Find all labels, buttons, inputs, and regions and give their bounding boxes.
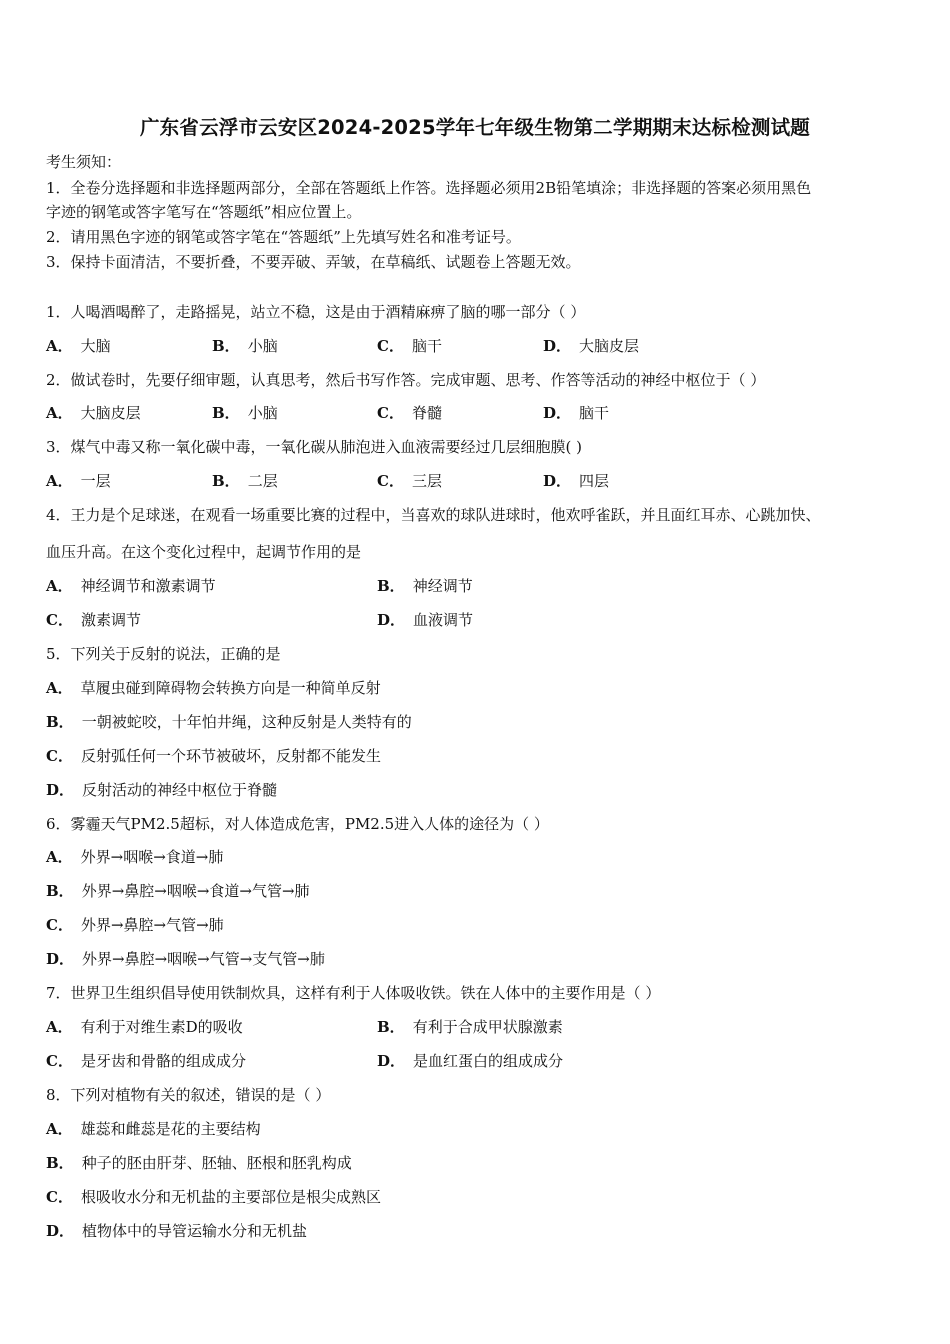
option-text: 脊髓 bbox=[411, 404, 442, 422]
option-text: 大脑 bbox=[80, 337, 111, 355]
option-label: B． bbox=[212, 337, 240, 355]
option-label: B． bbox=[46, 1154, 74, 1172]
option-text: 神经调节和激素调节 bbox=[80, 577, 216, 595]
question-8-option-b bbox=[46, 1153, 352, 1173]
option-label: C． bbox=[377, 472, 404, 490]
option-label: B． bbox=[212, 472, 240, 490]
notice-line: 2．请用黑色字迹的钢笔或答字笔在“答题纸”上先填写姓名和准考证号。 bbox=[46, 228, 521, 246]
question-4-stem-continued: 血压升高。在这个变化过程中，起调节作用的是 bbox=[46, 543, 362, 561]
question-2-option-b bbox=[212, 403, 278, 423]
option-label: A． bbox=[46, 848, 73, 866]
option-text: 反射活动的神经中枢位于脊髓 bbox=[82, 781, 278, 799]
option-text: 是血红蛋白的组成成分 bbox=[413, 1052, 564, 1070]
option-label: A． bbox=[46, 337, 73, 355]
option-label: B． bbox=[212, 404, 240, 422]
option-label: C． bbox=[46, 916, 73, 934]
question-8-option-d bbox=[46, 1221, 307, 1241]
question-5-option-a bbox=[46, 678, 381, 698]
question-5-option-b bbox=[46, 712, 412, 732]
option-text: 激素调节 bbox=[80, 611, 141, 629]
option-label: D． bbox=[46, 781, 75, 799]
option-label: A． bbox=[46, 679, 73, 697]
option-text: 四层 bbox=[579, 472, 610, 490]
question-7-option-a bbox=[46, 1017, 243, 1037]
question-5-option-c bbox=[46, 746, 381, 766]
option-label: D． bbox=[46, 950, 75, 968]
notice-line: 字迹的钢笔或答字笔写在“答题纸”相应位置上。 bbox=[46, 203, 362, 221]
question-6-stem: 6．雾霾天气PM2.5超标，对人体造成危害，PM2.5进入人体的途径为（ ） bbox=[46, 815, 549, 833]
option-text: 大脑皮层 bbox=[579, 337, 640, 355]
option-text: 小脑 bbox=[247, 337, 278, 355]
option-text: 脑干 bbox=[579, 404, 610, 422]
question-6-option-d bbox=[46, 949, 325, 969]
option-text: 外界→鼻腔→咽喉→食道→气管→肺 bbox=[81, 882, 310, 900]
option-label: D． bbox=[543, 472, 572, 490]
option-label: D． bbox=[543, 404, 572, 422]
question-7-option-c bbox=[46, 1051, 246, 1071]
notice-line: 1．全卷分选择题和非选择题两部分，全部在答题纸上作答。选择题必须用2B铅笔填涂；非选择题的答案必须用黑色 bbox=[46, 179, 812, 197]
option-text: 三层 bbox=[411, 472, 442, 490]
question-3-option-b bbox=[212, 471, 278, 491]
option-label: B． bbox=[377, 1018, 405, 1036]
option-label: C． bbox=[377, 337, 404, 355]
option-label: C． bbox=[46, 611, 73, 629]
question-1-option-d bbox=[543, 336, 639, 356]
option-text: 神经调节 bbox=[412, 577, 473, 595]
option-text: 小脑 bbox=[247, 404, 278, 422]
option-text: 雄蕊和雌蕊是花的主要结构 bbox=[80, 1120, 261, 1138]
option-text: 外界→鼻腔→咽喉→气管→支气管→肺 bbox=[82, 950, 325, 968]
notice-line: 3．保持卡面清洁，不要折叠，不要弄破、弄皱，在草稿纸、试题卷上答题无效。 bbox=[46, 253, 581, 271]
question-3-option-d bbox=[543, 471, 609, 491]
question-2-option-c bbox=[377, 403, 442, 423]
option-label: D． bbox=[377, 611, 406, 629]
question-2-stem: 2．做试卷时，先要仔细审题，认真思考，然后书写作答。完成审题、思考、作答等活动的神经中枢位于（ ） bbox=[46, 371, 766, 389]
question-4-option-c bbox=[46, 610, 141, 630]
question-8-option-a bbox=[46, 1119, 261, 1139]
option-text: 大脑皮层 bbox=[80, 404, 141, 422]
question-1-stem: 1．人喝酒喝醉了，走路摇晃，站立不稳，这是由于酒精麻痹了脑的哪一部分（ ） bbox=[46, 303, 586, 321]
option-label: C． bbox=[46, 1052, 73, 1070]
option-label: C． bbox=[46, 1188, 73, 1206]
option-text: 有利于合成甲状腺激素 bbox=[412, 1018, 563, 1036]
option-text: 二层 bbox=[247, 472, 278, 490]
question-7-option-d bbox=[377, 1051, 563, 1071]
option-label: B． bbox=[46, 882, 74, 900]
question-4-option-d bbox=[377, 610, 473, 630]
option-text: 反射弧任何一个环节被破坏，反射都不能发生 bbox=[80, 747, 381, 765]
option-label: A． bbox=[46, 472, 73, 490]
option-label: A． bbox=[46, 1018, 73, 1036]
question-5-stem: 5．下列关于反射的说法，正确的是 bbox=[46, 645, 281, 663]
option-text: 脑干 bbox=[411, 337, 442, 355]
question-7-option-b bbox=[377, 1017, 563, 1037]
question-6-option-a bbox=[46, 847, 223, 867]
option-text: 一层 bbox=[80, 472, 111, 490]
option-label: C． bbox=[377, 404, 404, 422]
option-label: A． bbox=[46, 1120, 73, 1138]
option-label: A． bbox=[46, 577, 73, 595]
question-1-option-a bbox=[46, 336, 111, 356]
question-7-stem: 7．世界卫生组织倡导使用铁制炊具，这样有利于人体吸收铁。铁在人体中的主要作用是（ ） bbox=[46, 984, 661, 1002]
question-4-option-b bbox=[377, 576, 473, 596]
question-1-option-b bbox=[212, 336, 278, 356]
question-8-stem: 8．下列对植物有关的叙述，错误的是（ ） bbox=[46, 1086, 331, 1104]
option-label: D． bbox=[377, 1052, 406, 1070]
question-6-option-b bbox=[46, 881, 310, 901]
option-text: 血液调节 bbox=[413, 611, 474, 629]
option-text: 植物体中的导管运输水分和无机盐 bbox=[82, 1222, 308, 1240]
option-label: B． bbox=[46, 713, 74, 731]
question-3-option-c bbox=[377, 471, 442, 491]
question-3-option-a bbox=[46, 471, 111, 491]
question-1-option-c bbox=[377, 336, 442, 356]
option-label: A． bbox=[46, 404, 73, 422]
option-text: 外界→咽喉→食道→肺 bbox=[80, 848, 224, 866]
option-label: C． bbox=[46, 747, 73, 765]
option-label: D． bbox=[46, 1222, 75, 1240]
notice-heading: 考生须知： bbox=[46, 153, 122, 171]
option-text: 是牙齿和骨骼的组成成分 bbox=[80, 1052, 246, 1070]
question-4-option-a bbox=[46, 576, 216, 596]
question-2-option-d bbox=[543, 403, 609, 423]
question-5-option-d bbox=[46, 780, 277, 800]
question-8-option-c bbox=[46, 1187, 381, 1207]
question-4-stem: 4．王力是个足球迷，在观看一场重要比赛的过程中，当喜欢的球队进球时，他欢呼雀跃，并且面红耳赤、心跳加快、 bbox=[46, 506, 821, 524]
question-3-stem: 3．煤气中毒又称一氧化碳中毒，一氧化碳从肺泡进入血液需要经过几层细胞膜( ) bbox=[46, 438, 583, 456]
option-label: D． bbox=[543, 337, 572, 355]
question-2-option-a bbox=[46, 403, 141, 423]
option-text: 一朝被蛇咬，十年怕井绳，这种反射是人类特有的 bbox=[81, 713, 412, 731]
question-6-option-c bbox=[46, 915, 224, 935]
option-label: B． bbox=[377, 577, 405, 595]
option-text: 草履虫碰到障碍物会转换方向是一种简单反射 bbox=[80, 679, 381, 697]
option-text: 有利于对维生素D的吸收 bbox=[80, 1018, 243, 1036]
option-text: 种子的胚由肝芽、胚轴、胚根和胚乳构成 bbox=[81, 1154, 352, 1172]
option-text: 外界→鼻腔→气管→肺 bbox=[80, 916, 224, 934]
page-title: 广东省云浮市云安区2024-2025学年七年级生物第二学期期末达标检测试题 bbox=[139, 116, 811, 139]
option-text: 根吸收水分和无机盐的主要部位是根尖成熟区 bbox=[80, 1188, 381, 1206]
